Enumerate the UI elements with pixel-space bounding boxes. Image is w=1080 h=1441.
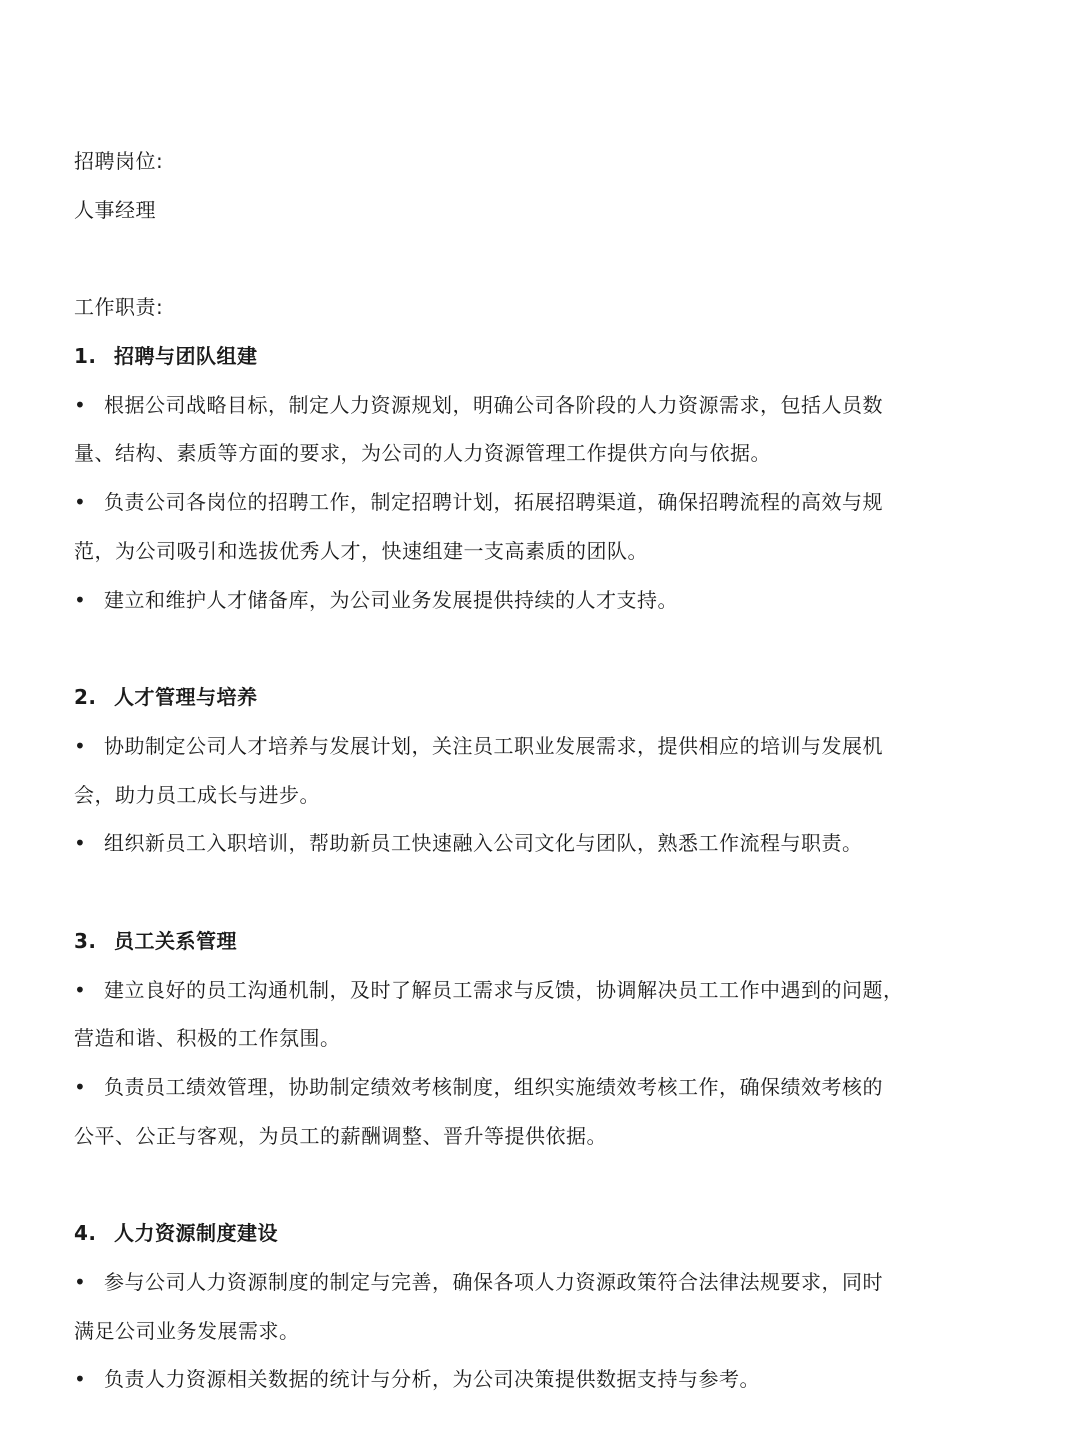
- section-title: 人力资源制度建设: [114, 1221, 278, 1245]
- section-2-item-2-line-1: • 组织新员工入职培训，帮助新员工快速融入公司文化与团队，熟悉工作流程与职责。: [74, 828, 863, 858]
- section-3-heading: [74, 926, 237, 956]
- bullet-icon: •: [74, 1075, 87, 1099]
- bullet-icon: •: [74, 588, 87, 612]
- section-4-item-2-line-1: • 负责人力资源相关数据的统计与分析，为公司决策提供数据支持与参考。: [74, 1364, 760, 1394]
- section-title: 人才管理与培养: [114, 685, 258, 709]
- bullet-icon: •: [74, 734, 87, 758]
- bullet-icon: •: [74, 1367, 87, 1391]
- section-1-heading: [74, 341, 258, 371]
- section-number: 1.: [74, 344, 97, 368]
- section-1-item-1-line-2: 量、结构、素质等方面的要求，为公司的人力资源管理工作提供方向与依据。: [74, 441, 771, 465]
- section-3-item-1-line-2: 营造和谐、积极的工作氛围。: [74, 1026, 341, 1050]
- section-1-item-1-line-1: • 根据公司战略目标，制定人力资源规划，明确公司各阶段的人力资源需求，包括人员数: [74, 390, 883, 420]
- bullet-icon: •: [74, 1270, 87, 1294]
- section-3-item-2-line-2: 公平、公正与客观，为员工的薪酬调整、晋升等提供依据。: [74, 1124, 607, 1148]
- duties-label: 工作职责:: [74, 295, 164, 319]
- section-1-item-2-line-2: 范，为公司吸引和选拔优秀人才，快速组建一支高素质的团队。: [74, 539, 648, 563]
- section-title: 招聘与团队组建: [114, 344, 258, 368]
- section-1-item-3-line-1: • 建立和维护人才储备库，为公司业务发展提供持续的人才支持。: [74, 585, 678, 615]
- bullet-icon: •: [74, 831, 87, 855]
- section-3-item-1-line-1: • 建立良好的员工沟通机制，及时了解员工需求与反馈，协调解决员工工作中遇到的问题，: [74, 975, 904, 1005]
- position-label: 招聘岗位:: [74, 149, 164, 173]
- position-value: 人事经理: [74, 198, 156, 222]
- bullet-icon: •: [74, 978, 87, 1002]
- section-number: 4.: [74, 1221, 97, 1245]
- section-1-item-2-line-1: • 负责公司各岗位的招聘工作，制定招聘计划，拓展招聘渠道，确保招聘流程的高效与规: [74, 487, 883, 517]
- section-4-item-1-line-2: 满足公司业务发展需求。: [74, 1319, 300, 1343]
- section-3-item-2-line-1: • 负责员工绩效管理，协助制定绩效考核制度，组织实施绩效考核工作，确保绩效考核的: [74, 1072, 883, 1102]
- section-2-item-1-line-2: 会，助力员工成长与进步。: [74, 783, 320, 807]
- bullet-icon: •: [74, 393, 87, 417]
- section-number: 2.: [74, 685, 97, 709]
- section-number: 3.: [74, 929, 97, 953]
- bullet-icon: •: [74, 490, 87, 514]
- section-4-heading: [74, 1218, 278, 1248]
- section-2-item-1-line-1: • 协助制定公司人才培养与发展计划，关注员工职业发展需求，提供相应的培训与发展机: [74, 731, 883, 761]
- section-2-heading: [74, 682, 258, 712]
- section-4-item-1-line-1: • 参与公司人力资源制度的制定与完善，确保各项人力资源政策符合法律法规要求，同时: [74, 1267, 883, 1297]
- section-title: 员工关系管理: [114, 929, 237, 953]
